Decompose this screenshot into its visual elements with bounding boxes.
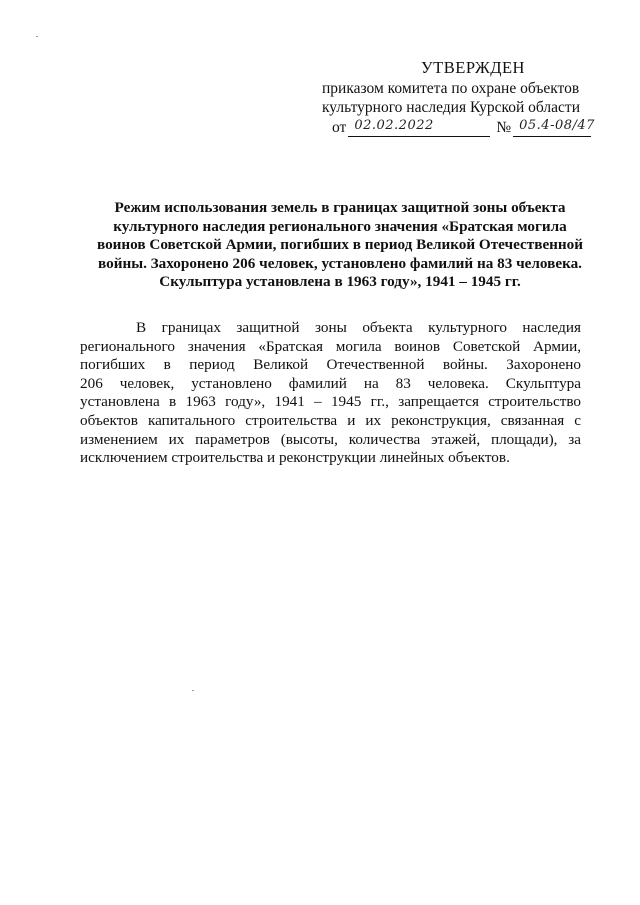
scan-speck [36, 36, 38, 37]
date-blank [348, 120, 490, 137]
body-line: В границах защитной зоны объекта культурного наследия [136, 319, 581, 336]
handwritten-date: 02.02.2022 [354, 118, 434, 133]
title-line: Режим использования земель в границах защитной зоны объекта [114, 199, 566, 216]
title-line: Скульптура установлена в 1963 году», 1941 – 1945 гг. [159, 273, 521, 291]
number-prefix: № [496, 119, 512, 136]
body-line: объектов капитального строительства и их реконструкция, связанная с [80, 411, 581, 429]
handwritten-number: 05.4-08/47 [519, 118, 595, 133]
approval-date-number-row [316, 118, 606, 137]
body-line: 206 человек, установлено фамилий на 83 человека. Скульптура [80, 374, 581, 392]
title-line: воинов Советской Армии, погибших в период Великой Отечественной [96, 236, 584, 254]
body-line: изменением их параметров (высоты, количества этажей, площади), за [80, 430, 581, 448]
body-line: исключением строительства и реконструкции линейных объектов. [80, 449, 510, 467]
approval-line-2: культурного наследия Курской области [322, 99, 580, 116]
number-blank [513, 118, 595, 137]
body-line: установлена в 1963 году», 1941 – 1945 гг., запрещается строительство [80, 393, 581, 411]
document-title [80, 199, 600, 292]
scan-speck [192, 690, 194, 691]
approval-heading: УТВЕРЖДЕН [421, 58, 525, 77]
title-line: войны. Захоронено 206 человек, установлено фамилий на 83 человека. [98, 254, 582, 272]
date-prefix: от [332, 119, 347, 136]
approval-block [316, 58, 606, 137]
title-line: культурного наследия регионального значения «Братская могила [113, 217, 567, 235]
body-paragraph [80, 319, 581, 468]
body-line: погибших в период Великой Отечественной войны. Захоронено [80, 356, 581, 374]
body-line: регионального значения «Братская могила воинов Советской Армии, [80, 337, 581, 355]
approval-line-1: приказом комитета по охране объектов [322, 80, 580, 97]
